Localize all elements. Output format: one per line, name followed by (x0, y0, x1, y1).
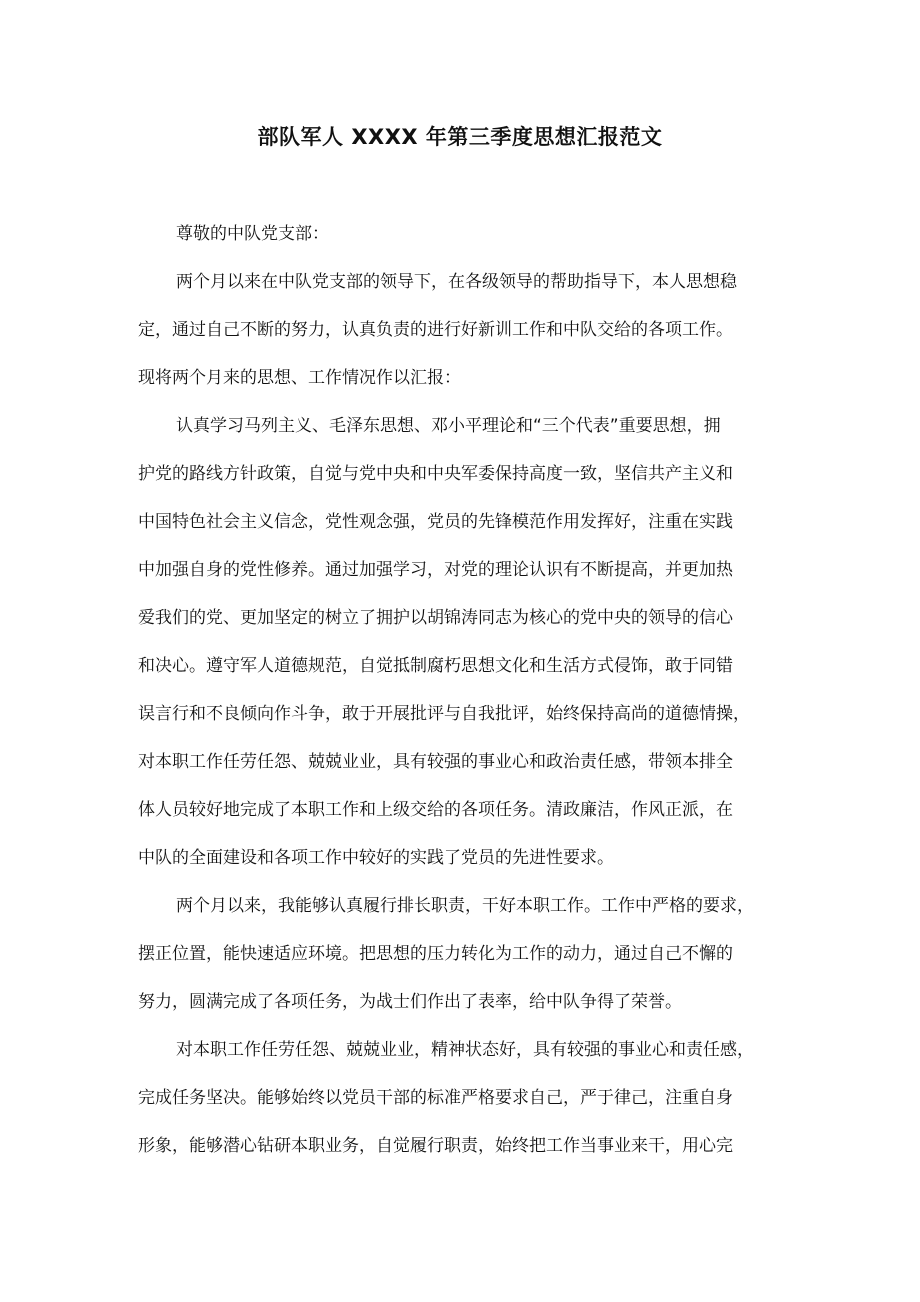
paragraph-line: 体人员较好地完成了本职工作和上级交给的各项任务。清政廉洁，作风正派，在 (138, 800, 733, 820)
salutation-line: 尊敬的中队党支部： (176, 224, 329, 244)
paragraph-line: 两个月以来在中队党支部的领导下，在各级领导的帮助指导下，本人思想稳 (176, 272, 737, 292)
paragraph-line: 现将两个月来的思想、工作情况作以汇报： (138, 368, 461, 388)
paragraph-line: 认真学习马列主义、毛泽东思想、邓小平理论和“三个代表”重要思想，拥 (176, 416, 721, 436)
paragraph-line: 定，通过自己不断的努力，认真负责的进行好新训工作和中队交给的各项工作。 (138, 320, 733, 340)
paragraph-line: 爱我们的党、更加坚定的树立了拥护以胡锦涛同志为核心的党中央的领导的信心 (138, 608, 733, 628)
paragraph-line: 摆正位置，能快速适应环境。把思想的压力转化为工作的动力，通过自己不懈的 (138, 944, 733, 964)
paragraph-line: 努力，圆满完成了各项任务，为战士们作出了表率，给中队争得了荣誉。 (138, 992, 682, 1012)
paragraph-line: 误言行和不良倾向作斗争，敢于开展批评与自我批评，始终保持高尚的道德情操， (138, 704, 750, 724)
paragraph-line: 完成任务坚决。能够始终以党员干部的标准严格要求自己，严于律己，注重自身 (138, 1088, 733, 1108)
paragraph-line: 对本职工作任劳任怨、兢兢业业，具有较强的事业心和政治责任感，带领本排全 (138, 752, 733, 772)
paragraph-line: 中队的全面建设和各项工作中较好的实践了党员的先进性要求。 (138, 848, 614, 868)
paragraph-line: 两个月以来，我能够认真履行排长职责，干好本职工作。工作中严格的要求， (176, 896, 754, 916)
paragraph-line: 形象，能够潜心钻研本职业务，自觉履行职责，始终把工作当事业来干，用心完 (138, 1136, 733, 1156)
paragraph-line: 和决心。遵守军人道德规范，自觉抵制腐朽思想文化和生活方式侵饰，敢于同错 (138, 656, 733, 676)
paragraph-line: 护党的路线方针政策，自觉与党中央和中央军委保持高度一致，坚信共产主义和 (138, 464, 733, 484)
document-title: 部队军人 XXXX 年第三季度思想汇报范文 (257, 125, 663, 149)
paragraph-line: 中加强自身的党性修养。通过加强学习，对党的理论认识有不断提高，并更加热 (138, 560, 733, 580)
paragraph-line: 对本职工作任劳任怨、兢兢业业，精神状态好，具有较强的事业心和责任感， (176, 1040, 754, 1060)
paragraph-line: 中国特色社会主义信念，党性观念强，党员的先锋模范作用发挥好，注重在实践 (138, 512, 733, 532)
